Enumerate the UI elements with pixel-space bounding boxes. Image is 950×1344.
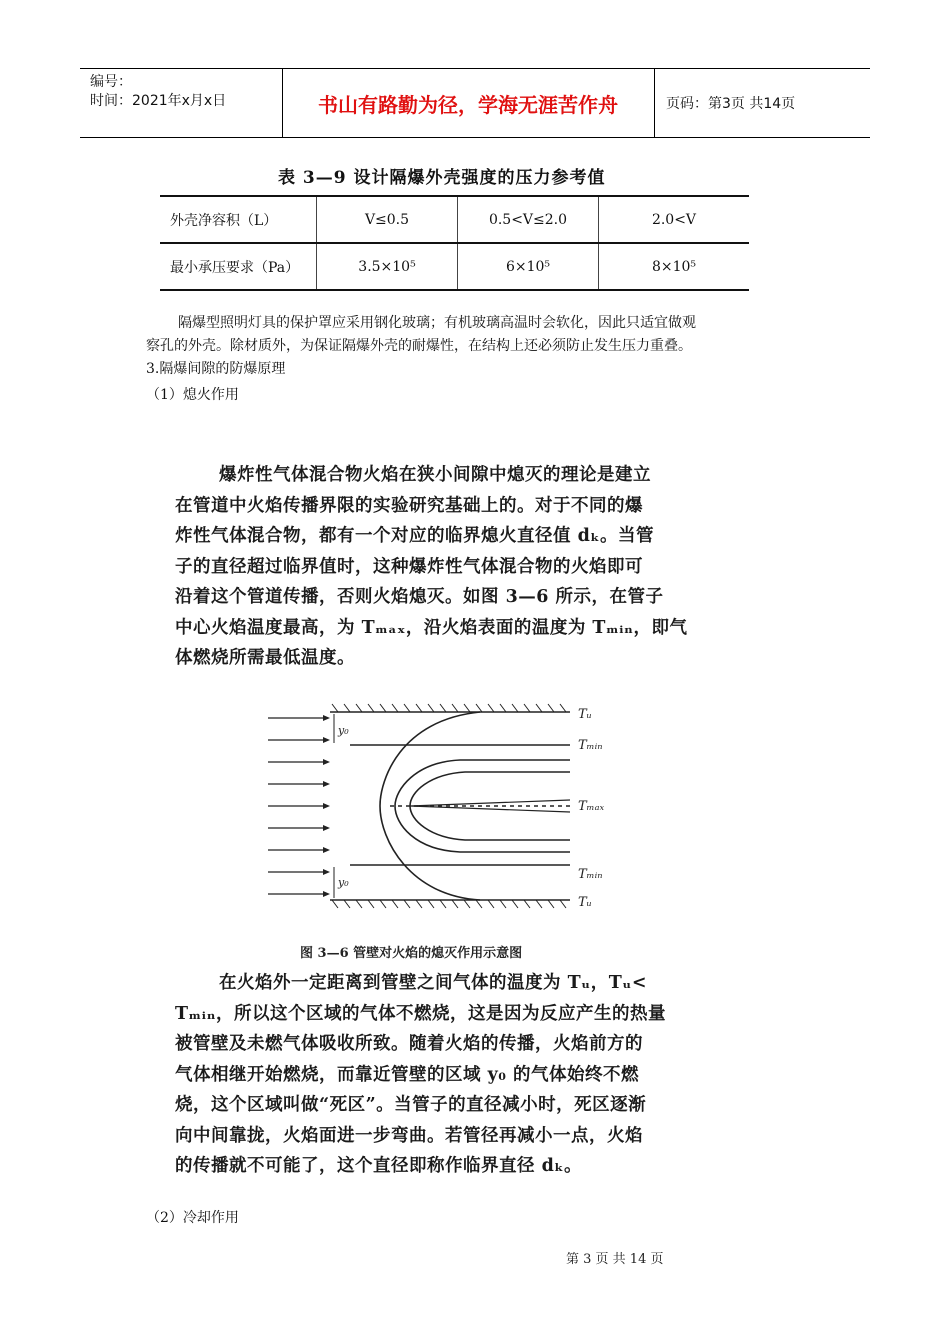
scan-line: 体燃烧所需最低温度。 xyxy=(175,648,355,668)
header-meta xyxy=(90,73,226,111)
scan-line: 气体相继开始燃烧，而靠近管壁的区域 y₀ 的气体始终不燃 xyxy=(175,1064,640,1085)
table-cell: 3.5×10⁵ xyxy=(317,243,458,290)
scan-line: 烧，这个区域叫做“死区”。当管子的直径减小时，死区逐渐 xyxy=(175,1095,647,1115)
figure-caption: 图 3—6 管壁对火焰的熄灭作用示意图 xyxy=(300,946,523,961)
pressure-table xyxy=(160,195,749,291)
arrowheads xyxy=(323,715,330,897)
flame-quench-diagram xyxy=(250,700,630,920)
subsection-heading: （1）熄火作用 xyxy=(146,387,239,403)
wall-hatching xyxy=(332,900,566,908)
table-cell: 8×10⁵ xyxy=(599,243,750,290)
label-tu-top: Tᵤ xyxy=(578,707,592,722)
doc-code-label: 编号： xyxy=(90,74,132,90)
page-footer: 第 3 页 共 14 页 xyxy=(566,1252,664,1267)
scan-line: 被管壁及未燃气体吸收所致。随着火焰的传播，火焰前方的 xyxy=(175,1034,643,1054)
scan-line: 向中间靠拢，火焰面进一步弯曲。若管径再减小一点，火焰 xyxy=(175,1125,643,1146)
label-tmin-bottom: Tₘᵢₙ xyxy=(578,867,603,882)
scan-line: 的传播就不可能了，这个直径即称作临界直径 dₖ。 xyxy=(175,1156,582,1176)
table-row xyxy=(160,196,749,243)
table-cell: 2.0<V xyxy=(599,196,750,243)
subsection-heading: （2）冷却作用 xyxy=(146,1210,239,1226)
section-heading: 3.隔爆间隙的防爆原理 xyxy=(146,361,286,377)
label-tu-bottom: Tᵤ xyxy=(578,895,592,910)
scanned-text-block xyxy=(175,968,735,1182)
table-row-label: 外壳净容积（L） xyxy=(160,196,317,243)
table-caption: 表 3—9 设计隔爆外壳强度的压力参考值 xyxy=(278,168,606,188)
label-tmin-top: Tₘᵢₙ xyxy=(578,738,603,753)
scan-line: 炸性气体混合物，都有一个对应的临界熄火直径值 dₖ。当管 xyxy=(175,526,654,546)
scan-line: 沿着这个管道传播，否则火焰熄灭。如图 3—6 所示，在管子 xyxy=(175,587,664,607)
wall-hatching xyxy=(332,704,566,712)
table-row-label: 最小承压要求（Pa） xyxy=(160,243,317,290)
table-cell: 0.5<V≤2.0 xyxy=(458,196,599,243)
scan-line: 爆炸性气体混合物火焰在狭小间隙中熄灭的理论是建立 xyxy=(219,465,651,485)
header-page-info: 页码：第3页 共14页 xyxy=(666,96,796,112)
scan-line: 子的直径超过临界值时，这种爆炸性气体混合物的火焰即可 xyxy=(175,556,643,577)
table-row xyxy=(160,243,749,290)
paragraph-line: 隔爆型照明灯具的保护罩应采用钢化玻璃；有机玻璃高温时会软化，因此只适宜做观 xyxy=(178,315,696,331)
scan-line: 在管道中火焰传播界限的实验研究基础上的。对于不同的爆 xyxy=(175,495,643,516)
table-cell: V≤0.5 xyxy=(317,196,458,243)
scan-line: 在火焰外一定距离到管壁之间气体的温度为 Tᵤ，Tᵤ< xyxy=(219,973,647,993)
paragraph-line: 察孔的外壳。除材质外，为保证隔爆外壳的耐爆性，在结构上还必须防止发生压力重叠。 xyxy=(146,338,692,354)
label-y0-bottom: y₀ xyxy=(338,876,349,889)
scanned-text-block xyxy=(175,460,735,674)
flow-arrows xyxy=(268,718,326,894)
label-tmax: Tₘₐₓ xyxy=(578,799,605,814)
page-header xyxy=(80,68,870,138)
header-motto: 书山有路勤为径，学海无涯苦作舟 xyxy=(318,92,618,117)
scan-line: Tₘᵢₙ，所以这个区域的气体不燃烧，这是因为反应产生的热量 xyxy=(175,1003,667,1024)
header-divider xyxy=(654,69,655,137)
table-cell: 6×10⁵ xyxy=(458,243,599,290)
label-y0-top: y₀ xyxy=(338,724,349,737)
doc-date-label: 时间：2021年x月x日 xyxy=(90,93,227,109)
scan-line: 中心火焰温度最高，为 Tₘₐₓ，沿火焰表面的温度为 Tₘᵢₙ，即气 xyxy=(175,617,688,638)
